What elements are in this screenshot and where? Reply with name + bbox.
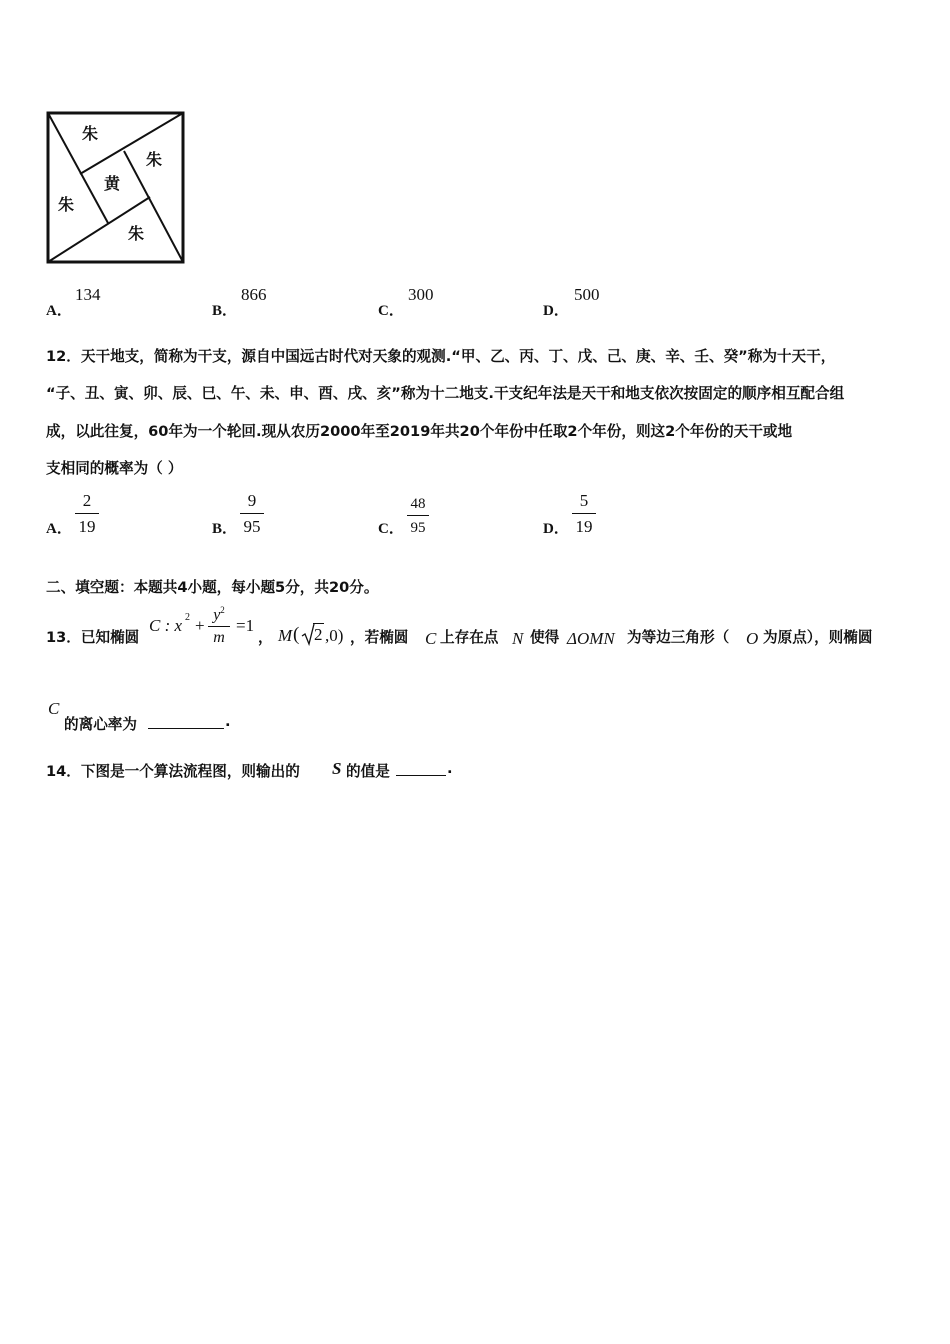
q13-prefix: 13．已知椭圆 xyxy=(46,629,140,646)
figure-label-bottom: 朱 xyxy=(128,224,145,243)
figure-label-center: 黄 xyxy=(104,174,121,193)
q11-option-d-letter: D． xyxy=(543,303,569,319)
q12-option-c-letter: C． xyxy=(378,521,404,537)
q13-n: N xyxy=(512,629,524,648)
figure-line-1 xyxy=(48,113,108,223)
q13-text-2: 上存在点 xyxy=(440,629,499,646)
pinwheel-figure xyxy=(46,111,186,265)
sqrt-sign-icon xyxy=(301,622,315,646)
q11-option-c-value: 300 xyxy=(408,285,434,304)
q13-eq-rhs: =1 xyxy=(236,616,255,635)
q12-option-b-numerator: 9 xyxy=(247,491,257,510)
q12-option-a-fraction xyxy=(75,491,99,537)
q13-text-5: 为原点），则椭圆 xyxy=(763,629,873,646)
q13-eq-numerator-sup: 2 xyxy=(220,605,225,615)
q13-o: O xyxy=(746,629,759,648)
q13-eq-denominator: m xyxy=(213,629,225,647)
q13-sqrt-overline xyxy=(313,623,324,624)
q12-line-1: 12．天干地支，简称为干支，源自中国远古时代对天象的观测.“甲、乙、丙、丁、戊、己、庚、辛、壬、癸”称为十天干， xyxy=(46,348,836,365)
q12-option-a-numerator: 2 xyxy=(82,491,92,510)
fraction-bar xyxy=(407,515,429,516)
q14-answer-blank[interactable] xyxy=(396,759,446,776)
q13-point-rest: ,0) xyxy=(325,626,344,645)
q12-option-a-letter: A． xyxy=(46,521,72,537)
q12-option-d-letter: D． xyxy=(543,521,569,537)
figure-label-top: 朱 xyxy=(82,124,99,143)
q12-option-b-fraction xyxy=(240,491,264,537)
figure-label-right: 朱 xyxy=(146,150,163,169)
q12-option-d-numerator: 5 xyxy=(579,491,589,510)
q12-option-a-denominator: 19 xyxy=(78,517,96,536)
fraction-bar xyxy=(572,513,596,514)
q13-text-1: ，若椭圆 xyxy=(350,629,409,646)
q13-line2-end: . xyxy=(225,713,231,730)
q11-option-a-value: 134 xyxy=(75,285,101,304)
q13-comma: ， xyxy=(258,629,273,646)
section-2-heading: 二、填空题：本题共4小题，每小题5分，共20分。 xyxy=(46,579,379,596)
q13-point-open-paren: ( xyxy=(293,624,300,645)
q13-eq-numerator xyxy=(208,600,230,625)
q13-eq-plus: + xyxy=(195,616,205,635)
q14-s: S xyxy=(332,759,342,778)
q12-option-b-letter: B． xyxy=(212,521,238,537)
q12-line-2: “子、丑、寅、卯、辰、巳、午、未、申、酉、戌、亥”称为十二地支.干支纪年法是天干和地支依次按固定的顺序相互配合组 xyxy=(46,385,845,402)
q12-option-c-numerator: 48 xyxy=(410,496,426,512)
fraction-bar xyxy=(208,626,230,627)
figure-label-left: 朱 xyxy=(58,195,75,214)
q13-text-3: 使得 xyxy=(530,629,560,646)
q11-option-b-value: 866 xyxy=(241,285,267,304)
q12-option-b-denominator: 95 xyxy=(243,517,261,536)
q12-option-d-denominator: 19 xyxy=(575,517,593,536)
q14-prefix: 14．下图是一个算法流程图，则输出的 xyxy=(46,763,300,780)
q11-option-a-letter: A． xyxy=(46,303,72,319)
q13-eq-numerator-y: y xyxy=(213,606,221,624)
q12-option-c-fraction xyxy=(407,495,429,537)
fraction-bar xyxy=(240,513,264,514)
fraction-bar xyxy=(75,513,99,514)
q13-eq-lhs: C : x xyxy=(149,616,183,635)
q13-point-m: M xyxy=(278,626,293,645)
q14-middle: 的值是 xyxy=(346,763,390,780)
q13-eq-fraction xyxy=(208,600,230,647)
q12-line-4: 支相同的概率为（ ） xyxy=(46,460,183,477)
q13-c: C xyxy=(425,629,437,648)
q13-eq-sup: 2 xyxy=(185,612,190,623)
q11-option-c-letter: C． xyxy=(378,303,404,319)
q12-option-c-denominator: 95 xyxy=(410,520,426,536)
q11-option-d-value: 500 xyxy=(574,285,600,304)
q13-triangle: ΔOMN xyxy=(567,629,615,648)
q13-answer-blank[interactable] xyxy=(148,712,224,729)
q12-option-d-fraction xyxy=(572,491,596,537)
q11-option-b-letter: B． xyxy=(212,303,238,319)
q12-line-3: 成，以此往复，60年为一个轮回.现从农历2000年至2019年共20个年份中任取2个年份，则这2个年份的天干或地 xyxy=(46,423,793,440)
q13-line2-text: 的离心率为 xyxy=(64,716,137,733)
q14-end: . xyxy=(447,760,453,777)
q13-text-4: 为等边三角形（ xyxy=(627,629,730,646)
q13-line2-c: C xyxy=(48,699,60,718)
q13-sqrt-value: 2 xyxy=(314,625,323,644)
